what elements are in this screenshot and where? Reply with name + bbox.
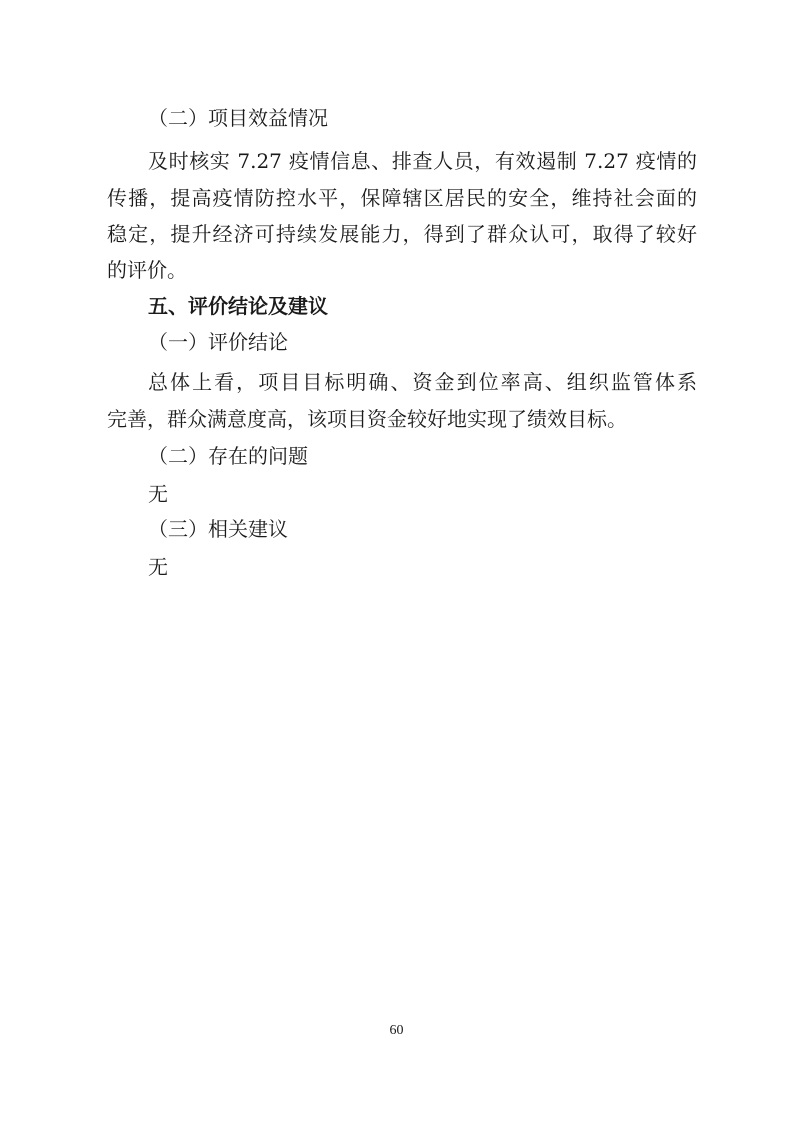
subsection-content: 无 (148, 482, 168, 506)
subsection-content: 无 (148, 555, 168, 579)
subsection-heading-related-suggestions: （三）相关建议 (148, 517, 288, 541)
subsection-heading-evaluation-conclusion: （一）评价结论 (148, 330, 288, 354)
section-heading-conclusion-and-suggestions: 五、评价结论及建议 (148, 294, 328, 318)
page-number: 60 (389, 1023, 404, 1038)
subsection-heading-existing-problems: （二）存在的问题 (148, 444, 308, 468)
paragraph-line: 稳定，提升经济可持续发展能力，得到了群众认可，取得了较好 (107, 222, 697, 246)
paragraph-line: 总体上看，项目目标明确、资金到位率高、组织监管体系 (148, 370, 697, 394)
paragraph-line: 传播，提高疫情防控水平，保障辖区居民的安全，维持社会面的 (107, 186, 697, 210)
paragraph-line: 的评价。 (107, 258, 187, 282)
paragraph-line: 完善，群众满意度高，该项目资金较好地实现了绩效目标。 (107, 407, 627, 431)
paragraph-line: 及时核实 7.27 疫情信息、排查人员，有效遏制 7.27 疫情的 (148, 149, 697, 173)
subsection-heading-project-benefits: （二）项目效益情况 (148, 106, 328, 130)
